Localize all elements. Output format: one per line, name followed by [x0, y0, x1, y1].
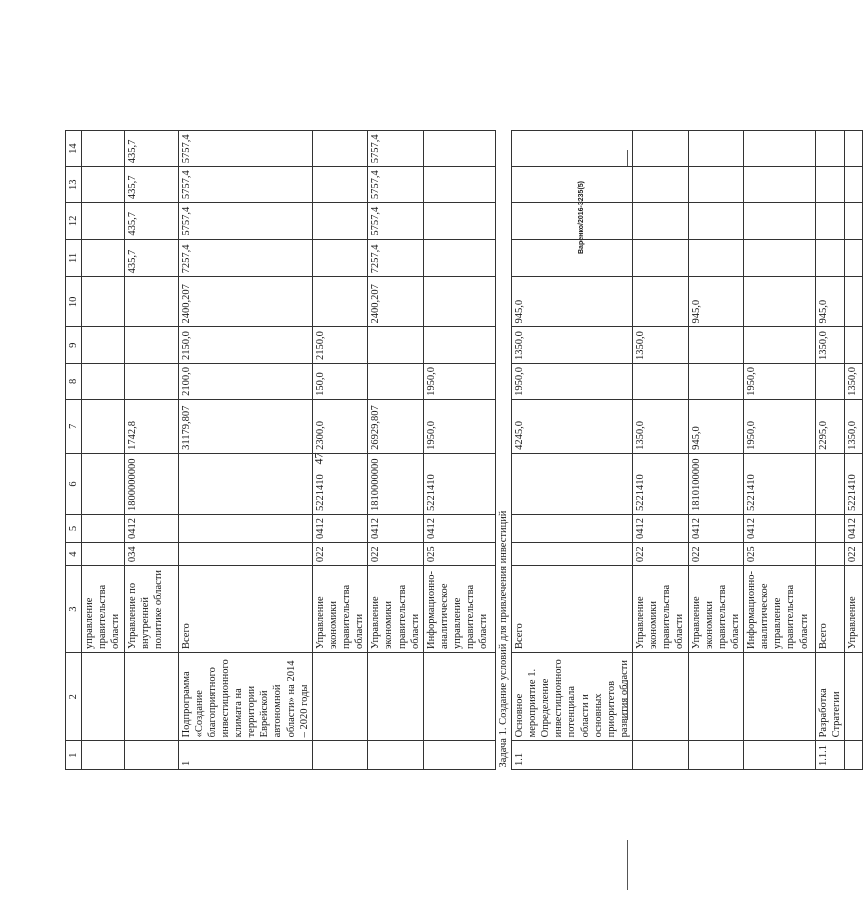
table-cell [744, 327, 816, 363]
table-cell: 5221410 [744, 453, 816, 514]
header-cell: 9 [66, 327, 82, 363]
table-cell: 1350,0 [633, 327, 689, 363]
header-cell: 2 [66, 653, 82, 741]
header-cell: 13 [66, 167, 82, 203]
header-cell: 12 [66, 203, 82, 239]
table-row [688, 131, 744, 770]
table-cell: Управление [845, 566, 863, 653]
table-cell [124, 653, 178, 741]
table-cell: 0412 [124, 514, 178, 542]
table-cell: 5757,4 [178, 131, 312, 167]
table-cell [633, 203, 689, 239]
table-cell: 5757,4 [368, 167, 424, 203]
header-cell: 3 [66, 566, 82, 653]
table-cell [744, 741, 816, 770]
table-cell [688, 131, 744, 167]
table-cell: 1800000000 [124, 453, 178, 514]
table-cell: 945,0 [688, 399, 744, 453]
table-cell [688, 363, 744, 399]
table-cell: Информационно-аналитическое управление правительства области [423, 566, 495, 653]
table-cell: 5221410 [423, 453, 495, 514]
table-cell [511, 514, 632, 542]
table-cell [178, 514, 312, 542]
table-cell: 2400,207 [368, 277, 424, 327]
table-cell: Управление по внутренней политике области [124, 566, 178, 653]
table-cell [368, 653, 424, 741]
table-cell [688, 203, 744, 239]
table-row [495, 131, 511, 770]
table-cell [82, 203, 124, 239]
table-cell [178, 542, 312, 565]
table-cell: 7257,4 [178, 239, 312, 277]
table-cell [744, 203, 816, 239]
table-cell: 7257,4 [368, 239, 424, 277]
table-cell: 1742,8 [124, 399, 178, 453]
table-cell: 0412 [368, 514, 424, 542]
table-cell [633, 167, 689, 203]
table-cell [423, 327, 495, 363]
table-cell [816, 239, 845, 277]
task-cell: Задача 1. Создание условий для привлечения инвестиций [495, 131, 511, 770]
table-cell [633, 653, 689, 741]
table-cell: 0412 [633, 514, 689, 542]
scan-mark [627, 840, 628, 890]
table-row [82, 131, 124, 770]
table-cell [82, 327, 124, 363]
table-cell [82, 653, 124, 741]
table-cell [124, 327, 178, 363]
table-cell: 1350,0 [845, 363, 863, 399]
header-row [66, 131, 82, 770]
table-cell: 0412 [845, 514, 863, 542]
table-cell: Всего [816, 566, 845, 653]
table-cell [82, 741, 124, 770]
table-cell: 5757,4 [178, 203, 312, 239]
table-cell [688, 653, 744, 741]
table-cell [816, 167, 845, 203]
table-cell [633, 363, 689, 399]
table-cell [511, 167, 632, 203]
header-cell: 8 [66, 363, 82, 399]
table-cell [312, 653, 368, 741]
table-cell: 1350,0 [511, 327, 632, 363]
table-cell: 025 [423, 542, 495, 565]
header-cell: 6 [66, 453, 82, 514]
table-cell: 0412 [688, 514, 744, 542]
table-cell [368, 363, 424, 399]
table-cell: 31179,807 [178, 399, 312, 453]
table-cell [688, 327, 744, 363]
table-cell: Основное мероприятие 1. Определение инвестиционного потенциала области и основных приоритетов развития области [511, 653, 632, 741]
table-cell: 945,0 [688, 277, 744, 327]
table-cell: 025 [744, 542, 816, 565]
table-cell [845, 167, 863, 203]
table-cell: 1350,0 [816, 327, 845, 363]
table-cell: 5221410 [845, 453, 863, 514]
table-cell: 435,7 [124, 239, 178, 277]
table-row [816, 131, 845, 770]
table-row [312, 131, 368, 770]
table-cell: 034 [124, 542, 178, 565]
table-cell: 5757,4 [368, 131, 424, 167]
table-cell [511, 453, 632, 514]
table-cell: 2400,207 [178, 277, 312, 327]
table-cell [368, 741, 424, 770]
table-cell [511, 203, 632, 239]
table-cell: 1810000000 [368, 453, 424, 514]
table-cell: 1 [178, 741, 312, 770]
table-cell: Управление экономики правительства области [312, 566, 368, 653]
table-cell [744, 239, 816, 277]
table-cell [423, 131, 495, 167]
table-cell: Управление экономики правительства области [633, 566, 689, 653]
table-cell: 945,0 [816, 277, 845, 327]
table-cell: Информационно-аналитическое управление правительства области [744, 566, 816, 653]
table-cell [124, 277, 178, 327]
table-cell: 1.1.1 [816, 741, 845, 770]
table-cell: 022 [312, 542, 368, 565]
table-cell [178, 453, 312, 514]
table-cell [312, 741, 368, 770]
table-cell [845, 131, 863, 167]
table-cell [633, 277, 689, 327]
table-cell: 1.1 [511, 741, 632, 770]
table-cell [82, 399, 124, 453]
table-cell: 945,0 [511, 277, 632, 327]
table-cell [744, 653, 816, 741]
table-cell [82, 239, 124, 277]
table-cell [423, 653, 495, 741]
table-cell: 1350,0 [633, 399, 689, 453]
table-cell: 5221410 [633, 453, 689, 514]
table-cell: 2300,0 [312, 399, 368, 453]
table-cell: 1810100000 [688, 453, 744, 514]
table-cell [124, 741, 178, 770]
page-number: 47 [311, 452, 326, 465]
table-row [178, 131, 312, 770]
table-cell [312, 277, 368, 327]
table-row [845, 131, 863, 770]
table-cell [633, 741, 689, 770]
table-cell [82, 542, 124, 565]
table-cell [845, 203, 863, 239]
table-cell: 022 [633, 542, 689, 565]
table-cell: 1950,0 [423, 363, 495, 399]
table-cell [816, 203, 845, 239]
table-cell [423, 741, 495, 770]
table-row [423, 131, 495, 770]
table-cell [312, 131, 368, 167]
table-cell [845, 327, 863, 363]
table-cell: 1950,0 [744, 363, 816, 399]
table-cell: управление правительства области [82, 566, 124, 653]
table-cell [312, 239, 368, 277]
table-cell: 0412 [312, 514, 368, 542]
table-cell [744, 277, 816, 327]
table-cell [633, 131, 689, 167]
header-cell: 1 [66, 741, 82, 770]
table-cell: 2295,0 [816, 399, 845, 453]
table-cell: 0412 [423, 514, 495, 542]
table-cell: 022 [368, 542, 424, 565]
table-cell: 1950,0 [423, 399, 495, 453]
table-cell: Всего [178, 566, 312, 653]
table-cell [82, 131, 124, 167]
table-cell [688, 239, 744, 277]
table-row [744, 131, 816, 770]
table-cell [312, 203, 368, 239]
table-cell [816, 131, 845, 167]
table-cell [82, 363, 124, 399]
header-cell: 10 [66, 277, 82, 327]
table-cell [511, 131, 632, 167]
table-cell [744, 167, 816, 203]
table-row [511, 131, 632, 770]
table-cell [845, 277, 863, 327]
table-cell [816, 542, 845, 565]
header-cell: 7 [66, 399, 82, 453]
rotated-table-wrapper [65, 130, 863, 770]
table-cell [688, 741, 744, 770]
header-cell: 4 [66, 542, 82, 565]
table-cell [744, 131, 816, 167]
table-cell [816, 453, 845, 514]
budget-table [65, 130, 863, 770]
table-cell: 1350,0 [845, 399, 863, 453]
table-cell [312, 167, 368, 203]
table-cell: 435,7 [124, 131, 178, 167]
table-cell [82, 167, 124, 203]
table-cell [423, 239, 495, 277]
table-cell: 5757,4 [368, 203, 424, 239]
table-cell: 5757,4 [178, 167, 312, 203]
table-cell [124, 363, 178, 399]
table-cell [845, 239, 863, 277]
header-cell: 11 [66, 239, 82, 277]
table-cell [82, 514, 124, 542]
table-cell: Управление экономики правительства области [368, 566, 424, 653]
table-cell: 022 [688, 542, 744, 565]
table-cell: Подпрограмма «Создание благоприятного инвестиционного климата на территории Еврейской автономной области» на 2014 – 2020 годы [178, 653, 312, 741]
document-code: Варенко/2016-3235(5) [578, 180, 585, 254]
header-cell: 5 [66, 514, 82, 542]
table-cell: 5221410 [312, 453, 368, 514]
table-row [368, 131, 424, 770]
table-cell: 2100,0 [178, 363, 312, 399]
table-cell: 435,7 [124, 167, 178, 203]
table-cell: 4245,0 [511, 399, 632, 453]
table-cell [423, 167, 495, 203]
table-row [124, 131, 178, 770]
table-cell: 0412 [744, 514, 816, 542]
table-cell: Управление экономики правительства области [688, 566, 744, 653]
table-cell: 1950,0 [511, 363, 632, 399]
table-cell [688, 167, 744, 203]
table-cell [816, 363, 845, 399]
table-cell: 1950,0 [744, 399, 816, 453]
table-cell: 2150,0 [178, 327, 312, 363]
table-cell [845, 741, 863, 770]
table-cell [423, 277, 495, 327]
table-cell [816, 514, 845, 542]
table-cell: 150,0 [312, 363, 368, 399]
header-cell: 14 [66, 131, 82, 167]
table-cell [633, 239, 689, 277]
table-cell: 022 [845, 542, 863, 565]
table-cell [511, 239, 632, 277]
table-row [633, 131, 689, 770]
table-cell [423, 203, 495, 239]
table-cell [845, 653, 863, 741]
table-cell: 2150,0 [312, 327, 368, 363]
table-cell: 26929,807 [368, 399, 424, 453]
table-cell [368, 327, 424, 363]
table-cell [82, 453, 124, 514]
table-cell [82, 277, 124, 327]
table-cell: 435,7 [124, 203, 178, 239]
table-cell: Всего [511, 566, 632, 653]
table-cell: Разработка Стратегии [816, 653, 845, 741]
table-cell [511, 542, 632, 565]
